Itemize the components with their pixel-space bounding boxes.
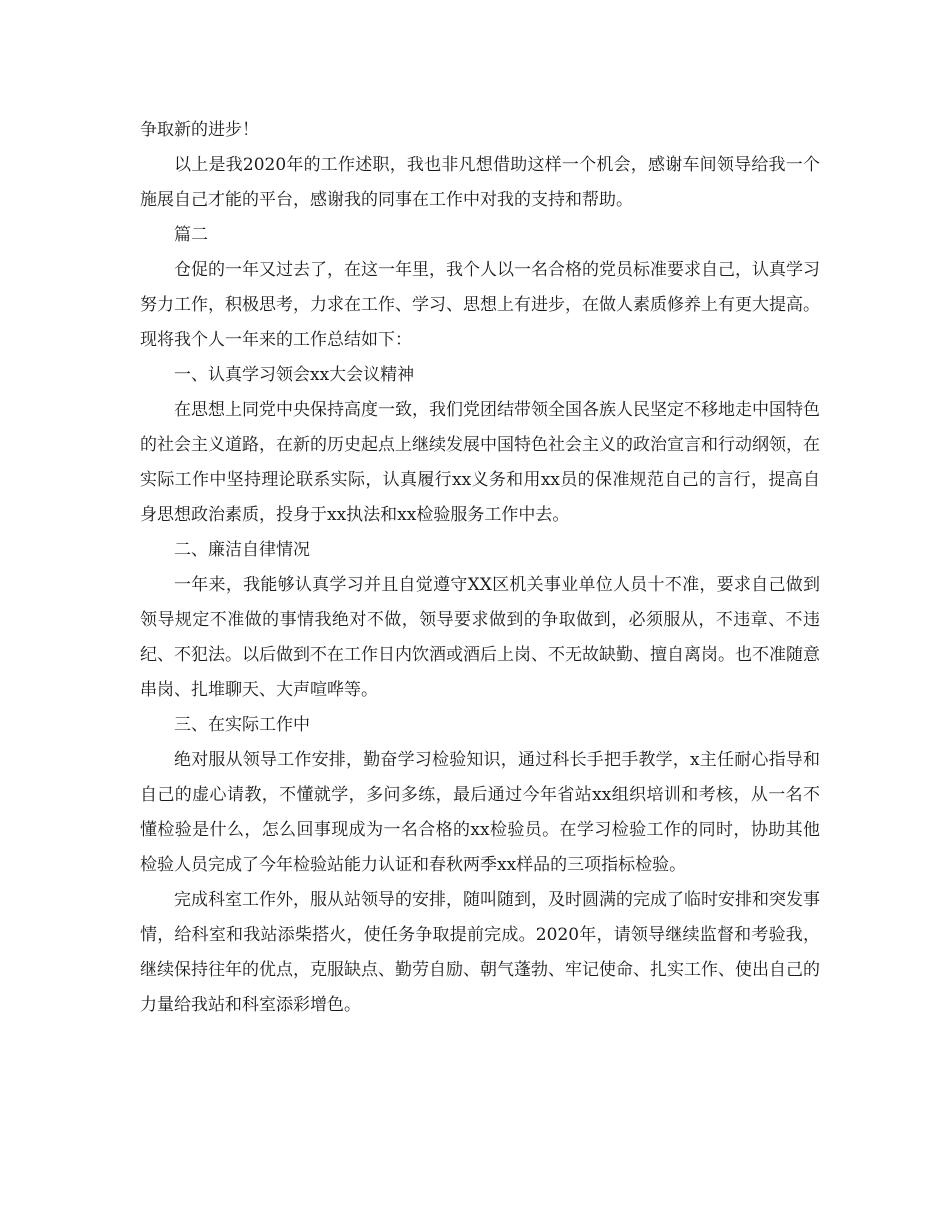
section-title-part-two: 篇二 [174, 225, 208, 245]
paragraph-intro: 仓促的一年又过去了，在这一年里，我个人以一名合格的党员标准要求自己，认真学习努力工作，积极思考，力求在工作、学习、思想上有进步，在做人素质修养上有更大提高。现将我个人一年来的工作总结如下： [140, 260, 820, 350]
heading-section-three: 三、在实际工作中 [174, 715, 310, 735]
paragraph-continuation: 争取新的进步！ [140, 120, 259, 140]
paragraph-section-three: 绝对服从领导工作安排，勤奋学习检验知识，通过科长手把手教学，x主任耐心指导和自己的虚心请教，不懂就学，多问多练，最后通过今年省站xx组织培训和考核，从一名不懂检验是什么，怎么回事现成为一名合格的xx检验员。在学习检验工作的同时，协助其他检验人员完成了今年检验站能力认证和春秋两季xx样品的三项指标检验。 [140, 750, 820, 875]
heading-section-one: 一、认真学习领会xx大会议精神 [174, 365, 415, 385]
heading-section-two: 二、廉洁自律情况 [174, 540, 310, 560]
paragraph-section-two: 一年来，我能够认真学习并且自觉遵守XX区机关事业单位人员十不准，要求自己做到领导规定不准做的事情我绝对不做，领导要求做到的争取做到，必须服从，不违章、不违纪、不犯法。以后做到不在工作日内饮酒或酒后上岗、不无故缺勤、擅自离岗。也不准随意串岗、扎堆聊天、大声喧哗等。 [140, 575, 820, 700]
document-body [140, 113, 820, 1023]
paragraph-conclusion: 完成科室工作外，服从站领导的安排，随叫随到，及时圆满的完成了临时安排和突发事情，给科室和我站添柴搭火，使任务争取提前完成。2020年，请领导继续监督和考验我，继续保持往年的优点，克服缺点、勤劳自励、朝气蓬勃、牢记使命、扎实工作、使出自己的力量给我站和科室添彩增色。 [140, 890, 820, 1015]
paragraph-section-one: 在思想上同党中央保持高度一致，我们党团结带领全国各族人民坚定不移地走中国特色的社会主义道路，在新的历史起点上继续发展中国特色社会主义的政治宣言和行动纲领，在实际工作中坚持理论联系实际，认真履行xx义务和用xx员的保准规范自己的言行，提高自身思想政治素质，投身于xx执法和xx检验服务工作中去。 [140, 400, 820, 525]
paragraph-closing-remarks: 以上是我2020年的工作述职，我也非凡想借助这样一个机会，感谢车间领导给我一个施展自己才能的平台，感谢我的同事在工作中对我的支持和帮助。 [140, 155, 820, 210]
